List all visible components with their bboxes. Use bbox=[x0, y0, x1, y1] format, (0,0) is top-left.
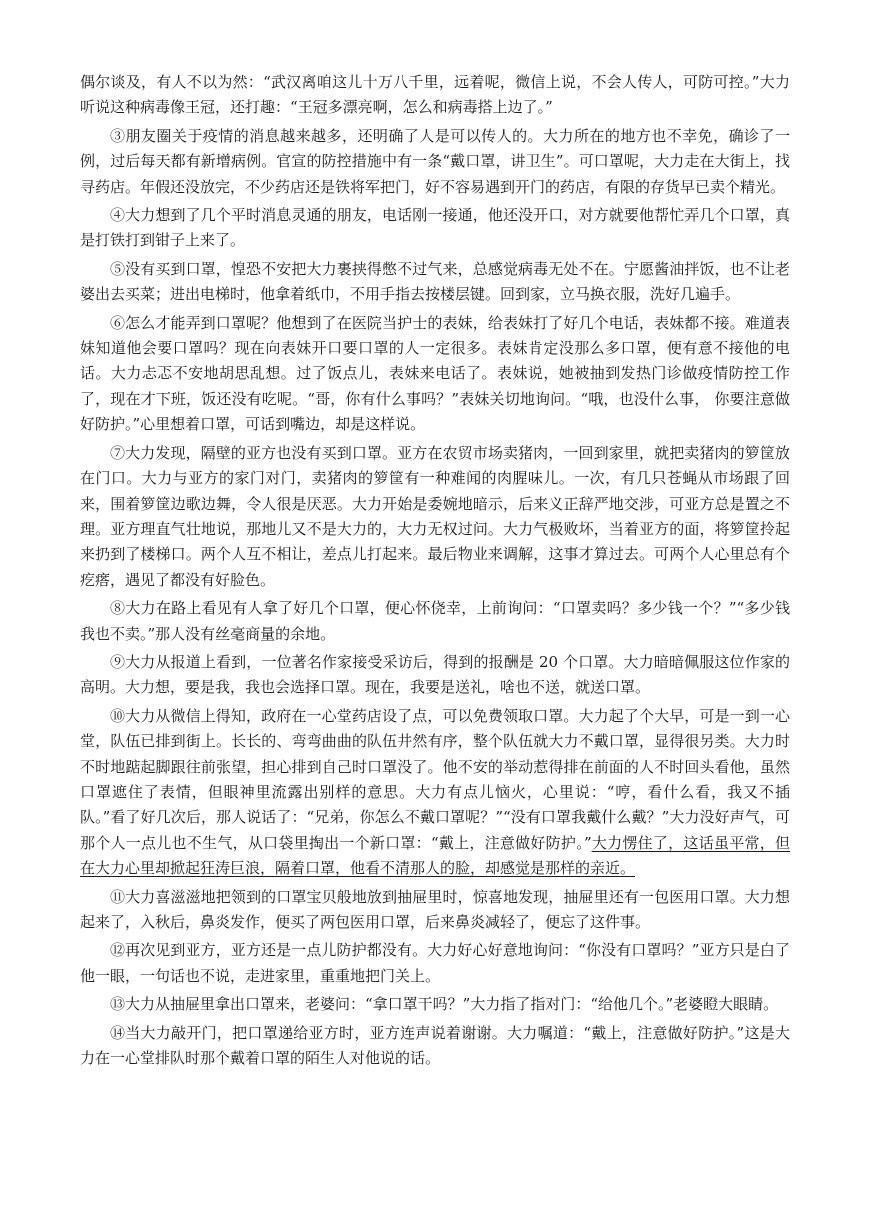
paragraph-3: ③朋友圈关于疫情的消息越来越多，还明确了人是可以传人的。大力所在的地方也不幸免，确诊了一例，过后每天都有新增病例。官宣的防控措施中有一条“戴口罩，讲卫生”。可口罩呢，大力走在大街上，找寻药店。年假还没放完，不少药店还是铁将军把门，好不容易遇到开门的药店，有限的存货早已卖个精光。 bbox=[80, 126, 790, 196]
paragraph-13: ⑬大力从抽屉里拿出口罩来，老婆问：“拿口罩干吗？”大力指了指对门：“给他几个。”老婆瞪大眼睛。 bbox=[110, 995, 779, 1014]
paragraph-7: ⑦大力发现，隔壁的亚方也没有买到口罩。亚方在农贸市场卖猪肉，一回到家里，就把卖猪肉的箩筐放在门口。大力与亚方的家门对门，卖猪肉的箩筐有一种难闻的肉腥味儿。一次，有几只苍蝇从市场跟了回来，围着箩筐边歌边舞，令人很是厌恶。大力开始是委婉地暗示，后来义正辞严地交涉，可亚方总是置之不理。亚方理直气壮地说，那地儿又不是大力的，大力无权过问。大力气极败坏，当着亚方的面，将箩筐拎起来扔到了楼梯口。两个人互不相让，差点儿打起来。最后物业来调解，这事才算过去。可两个人心里总有个疙瘩，遇见了都没有好脸色。 bbox=[80, 443, 790, 589]
document-body bbox=[80, 70, 790, 1074]
paragraph-5: ⑤没有买到口罩，惶恐不安把大力裹挟得憋不过气来，总感觉病毒无处不在。宁愿酱油拌饭，也不让老婆出去买菜；进出电梯时，他拿着纸巾，不用手指去按楼层键。回到家，立马换衣服，洗好几遍手。 bbox=[80, 259, 790, 304]
paragraph-9: ⑨大力从报道上看到，一位著名作家接受采访后，得到的报酬是 20 个口罩。大力暗暗佩服这位作家的高明。大力想，要是我，我也会选择口罩。现在，我要是送礼，啥也不送，就送口罩。 bbox=[80, 652, 790, 697]
paragraph-6: ⑥怎么才能弄到口罩呢？他想到了在医院当护士的表妹，给表妹打了好几个电话，表妹都不接。难道表妹知道他会要口罩吗？现在向表妹开口要口罩的人一定很多。表妹肯定没那么多口罩，便有意不接他的电话。大力忐忑不安地胡思乱想。过了饭点儿，表妹来电话了。表妹说，她被抽到发热门诊做疫情防控工作了，现在才下班，饭还没有吃呢。“哥，你有什么事吗？”表妹关切地询问。“哦，也没什么事， 你要注意做好防护。”心里想着口罩，可话到嘴边，却是这样说。 bbox=[80, 313, 790, 434]
paragraph-10-text: ⑩大力从微信上得知，政府在一心堂药店设了点，可以免费领取口罩。大力起了个大早，可是一到一心堂，队伍已排到街上。长长的、弯弯曲曲的队伍井然有序，整个队伍就大力不戴口罩，显得很另类。大力时不时地踮起脚跟往前张望，担心排到自己时口罩没了。他不安的举动惹得排在前面的人不时回头看他，虽然口罩遮住了表情，但眼神里流露出别样的意思。大力有点儿恼火，心里说：“哼，看什么看，我又不插队。”看了好几次后，那人说话了：“兄弟，你怎么不戴口罩呢？”“没有口罩我戴什么戴？”大力没好声气，可那个人一点儿也不生气，从口袋里掏出一个新口罩：“戴上，注意做好防护。” bbox=[80, 706, 790, 852]
paragraph-4: ④大力想到了几个平时消息灵通的朋友，电话刚一接通，他还没开口，对方就要他帮忙弄几个口罩，真是打铁打到钳子上来了。 bbox=[80, 206, 790, 250]
paragraph-14: ⑭当大力敲开门，把口罩递给亚方时，亚方连声说着谢谢。大力嘱道：“戴上，注意做好防护。”这是大力在一心堂排队时那个戴着口罩的陌生人对他说的话。 bbox=[80, 1023, 790, 1068]
underlined-sentence: 大力愣住了，这话虽平常，但在大力心里却掀起狂涛巨浪，隔着口罩，他看不清那人的脸，却感觉是那样的亲近。 bbox=[80, 833, 790, 878]
paragraph-10 bbox=[80, 704, 790, 882]
paragraph-12: ⑫再次见到亚方，亚方还是一点儿防护都没有。大力好心好意地询问：“你没有口罩吗？”亚方只是白了他一眼，一句话也不说，走进家里，重重地把门关上。 bbox=[80, 941, 790, 985]
paragraph-11: ⑪大力喜滋滋地把领到的口罩宝贝般地放到抽屉里时，惊喜地发现，抽屉里还有一包医用口罩。大力想起来了，入秋后，鼻炎发作，便买了两包医用口罩，后来鼻炎减轻了，便忘了这件事。 bbox=[80, 887, 790, 931]
paragraph-1-continued: 偶尔谈及，有人不以为然：“武汉离咱这儿十万八千里，远着呢，微信上说，不会人传人，可防可控。”大力听说这种病毒像王冠，还打趣：“王冠多漂亮啊，怎么和病毒搭上边了。” bbox=[80, 73, 790, 117]
paragraph-8: ⑧大力在路上看见有人拿了好几个口罩，便心怀侥幸，上前询问：“口罩卖吗？多少钱一个？”“多少钱我也不卖。”那人没有丝毫商量的余地。 bbox=[80, 599, 790, 643]
